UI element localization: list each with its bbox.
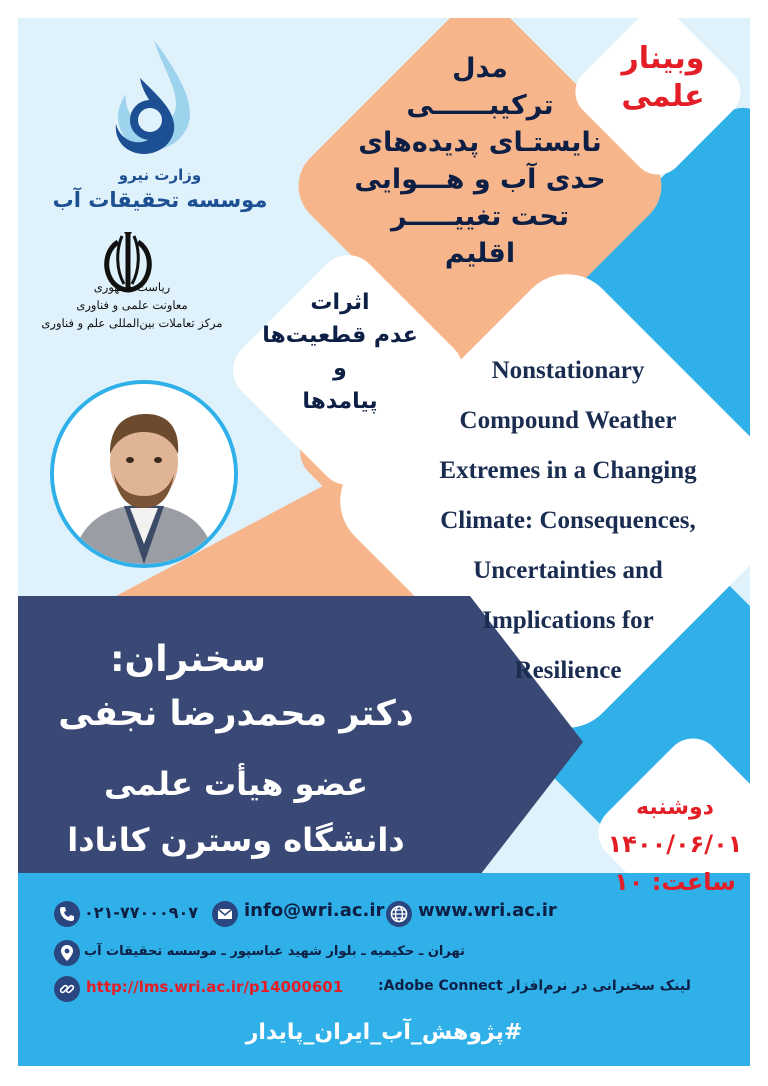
globe-icon <box>386 901 412 927</box>
speaker-name: دکتر محمدرضا نجفی <box>58 694 414 734</box>
speaker-photo <box>50 380 238 568</box>
water-drop-logo <box>114 36 204 166</box>
webinar-badge <box>603 40 723 116</box>
phone-number: ۰۲۱-۷۷۰۰۰۹۰۷ <box>84 903 199 922</box>
event-time: ساعت: ۱۰ <box>614 868 736 896</box>
english-title-line-2: Compound Weather <box>459 407 677 434</box>
effects-line-3: و <box>333 356 347 381</box>
event-date: ۱۴۰۰/۰۶/۰۱ <box>607 830 743 858</box>
webinar-label: وبینار <box>621 41 705 76</box>
effects-line-1: اثرات <box>310 290 370 315</box>
title-line-2: ترکیبــــــی <box>406 90 554 121</box>
scientific-label: علمی <box>621 79 705 114</box>
speaker-university: دانشگاه وسترن کانادا <box>67 821 405 859</box>
lecture-link[interactable]: http://lms.wri.ac.ir/p14000601 <box>86 978 344 996</box>
event-day: دوشنبه <box>636 795 714 820</box>
website-url[interactable]: www.wri.ac.ir <box>418 900 557 921</box>
title-line-4: حدی آب و هـــوایی <box>354 164 606 195</box>
speaker-portrait <box>54 384 234 564</box>
hashtag: #پژوهش_آب_ایران_پایدار <box>245 1020 523 1045</box>
english-title-line-4: Climate: Consequences, <box>440 507 696 534</box>
gov-line-1: ریاست جمهوری <box>93 280 171 294</box>
date-block <box>600 792 750 900</box>
government-text <box>32 278 232 332</box>
title-line-1: مدل <box>452 53 508 84</box>
location-icon <box>54 940 80 966</box>
email-icon <box>212 901 238 927</box>
speaker-block <box>36 636 436 868</box>
link-icon <box>54 976 80 1002</box>
speaker-position: عضو هیأت علمی <box>104 765 368 803</box>
postal-address: تهران ـ حکیمیه ـ بلوار شهید عباسپور ـ موسسه تحقیقات آب <box>84 944 465 959</box>
phone-icon <box>54 901 80 927</box>
english-title-line-3: Extremes in a Changing <box>439 457 697 484</box>
title-line-3: نایستـای پدیده‌های <box>358 127 602 158</box>
persian-title <box>340 50 620 272</box>
title-line-5: تحت تغییـــــر <box>391 201 569 232</box>
english-title <box>386 346 750 696</box>
english-title-line-7: Resilience <box>514 657 622 684</box>
poster-frame <box>18 18 750 1066</box>
lecture-link-label: لینک سخنرانی در نرم‌افزار Adobe Connect: <box>378 978 691 994</box>
email-address[interactable]: info@wri.ac.ir <box>244 900 385 921</box>
speaker-label: سخنران: <box>110 639 266 680</box>
title-line-6: اقلیم <box>444 238 516 269</box>
effects-line-4: پیامدها <box>302 389 378 414</box>
english-title-line-5: Uncertainties and <box>473 557 663 584</box>
english-title-line-1: Nonstationary <box>491 357 645 384</box>
institute-name: موسسه تحقیقات آب <box>52 188 268 212</box>
effects-line-2: عدم قطعیت‌ها <box>262 323 418 348</box>
gov-line-3: مرکز تعاملات بین‌المللی علم و فناوری <box>41 316 223 330</box>
ministry-name: وزارت نیرو <box>118 166 202 184</box>
gov-line-2: معاونت علمی و فناوری <box>76 298 188 312</box>
english-title-line-6: Implications for <box>482 607 654 634</box>
